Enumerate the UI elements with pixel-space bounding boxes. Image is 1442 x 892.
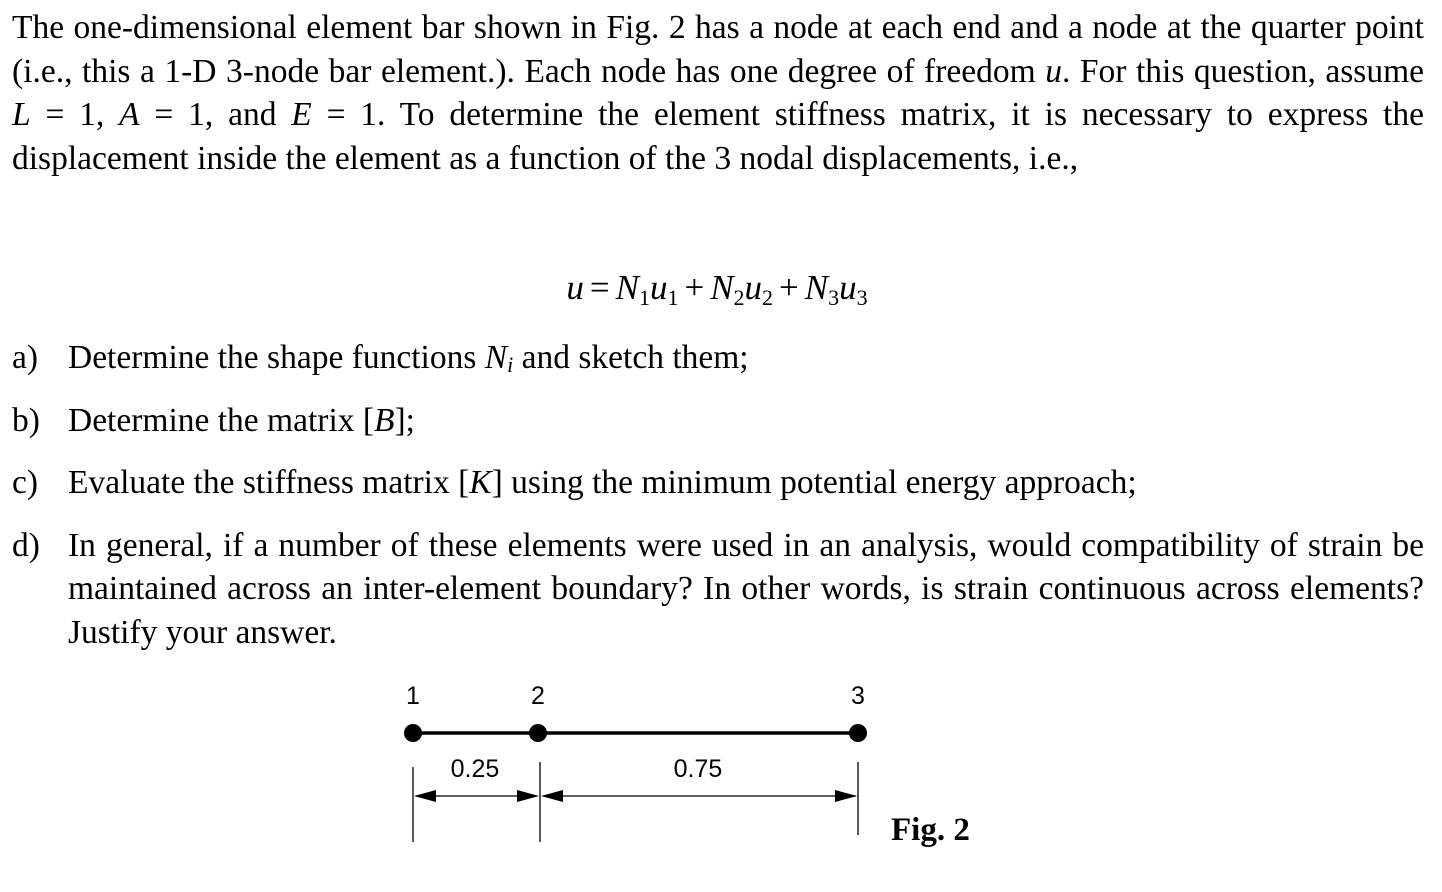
arrowhead-right-1: [517, 790, 539, 802]
var-E: E: [291, 96, 312, 133]
question-label: b): [12, 401, 40, 439]
var-u: u: [1045, 52, 1062, 90]
node-label-2: 2: [531, 682, 545, 710]
intro-eq-L: = 1,: [30, 96, 120, 133]
dimension-label-1: 0.25: [450, 755, 500, 783]
question-label: a): [12, 339, 39, 376]
arrowhead-left-2: [541, 790, 563, 802]
var-L: L: [12, 96, 31, 133]
question-a: a) Determine the shape functions $N_i$ and sketch them;: [12, 336, 1424, 380]
displacement-equation: $u = N_1u_1 + N_2u_2 + N_3u_3$: [566, 268, 868, 310]
node-label-3: 3: [851, 682, 865, 710]
question-d: d) In general, if a number of these elements were used in an analysis, would compatibility of strain be maintained across an inter-element boundary? In other words, is strain continuous across elements? Justify your answer.: [12, 524, 1424, 655]
question-label: c): [12, 464, 39, 501]
question-label: d): [12, 526, 40, 564]
arrowhead-left-1: [414, 790, 436, 802]
node-3: [849, 724, 867, 742]
question-c: c) Evaluate the stiffness matrix [K] using the minimum potential energy approach;: [12, 461, 1424, 505]
node-2: [529, 724, 547, 742]
node-1: [404, 724, 422, 742]
intro-text-1: The one-dimensional element bar shown in Fig. 2 has a node at each end and a node at the quarter point (i.e., this a 1-D 3-node bar element.). Each node has one degree of freedom: [12, 9, 1424, 90]
var-A: A: [119, 96, 140, 133]
question-b: b) Determine the matrix [B];: [12, 399, 1424, 443]
figure-caption: Fig. 2: [891, 812, 970, 848]
intro-text-3: = 1. To determine the element stiffness matrix, it is necessary to express the displacement inside the element as a function of the 3 nodal displacements, i.e.,: [12, 96, 1424, 177]
arrowhead-right-2: [835, 790, 857, 802]
node-label-1: 1: [406, 682, 420, 710]
intro-text-2: . For this question, assume: [1061, 52, 1424, 90]
intro-eq-A: = 1, and: [139, 96, 292, 133]
dimension-label-2: 0.75: [673, 755, 723, 783]
